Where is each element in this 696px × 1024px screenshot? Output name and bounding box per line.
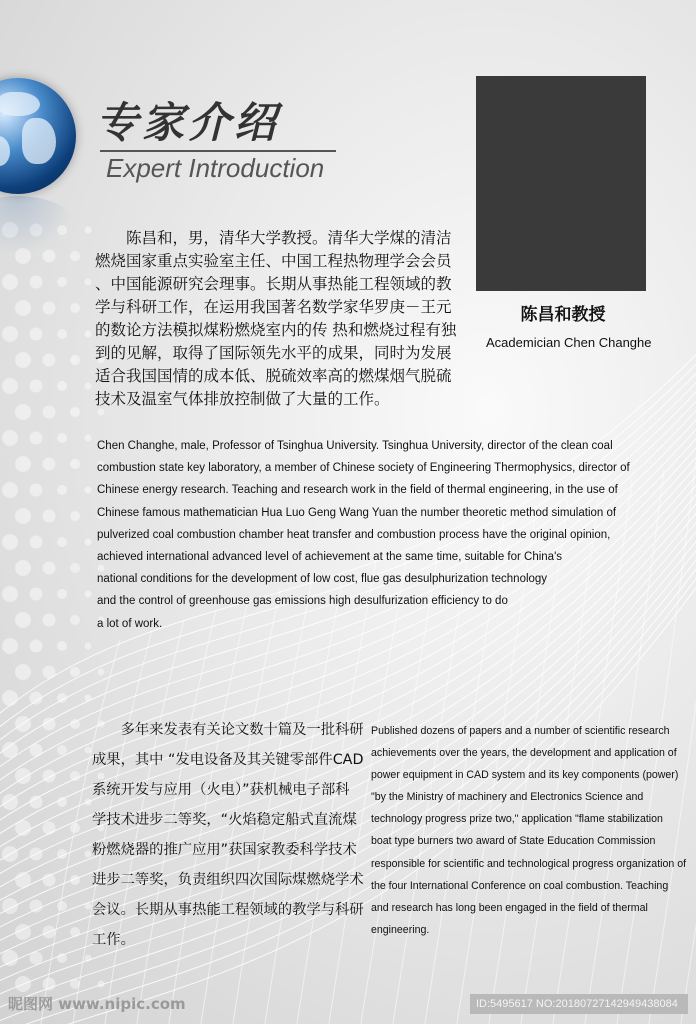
watermark-site: 昵图网 www.nipic.com — [8, 995, 186, 1013]
achievements-cn-line: 系统开发与应用（火电）”获机械电子部科 — [92, 782, 350, 798]
achievements-cn-line: 成果，其中 “发电设备及其关键零部件CAD — [92, 752, 364, 768]
bio-cn-line: 的数论方法模拟煤粉燃烧室内的传 热和燃烧过程有独 — [95, 321, 457, 339]
achievements-en-line: power equipment in CAD system and its key components (power) — [371, 769, 679, 781]
achievements-en-line: technology progress prize two," application "flame stabilization — [371, 813, 663, 825]
achievements-en-line: achievements over the years, the development and application of — [371, 747, 677, 759]
bio-cn-line: 适合我国国情的成本低、脱硫效率高的燃煤烟气脱硫 — [95, 367, 452, 385]
bio-en-line: combustion state key laboratory, a member of Chinese society of Engineering Thermophysics, director of — [97, 462, 630, 474]
achievements-en-line: and research has long been engaged in the field of thermal — [371, 902, 648, 914]
achievements-cn-line: 会议。长期从事热能工程领域的教学与科研 — [92, 902, 364, 918]
achievements-en-line: Published dozens of papers and a number of scientific research — [371, 725, 670, 737]
bio-en-line: and the control of greenhouse gas emissions high desulfurization efficiency to do — [97, 595, 508, 607]
bio-en-line: national conditions for the development of low cost, flue gas desulphurization technology — [97, 573, 548, 585]
page-title: 专家介绍 — [96, 98, 281, 147]
bio-cn-line: 陈昌和，男，清华大学教授。清华大学煤的清洁 — [95, 229, 452, 247]
bio-en-line: Chen Changhe, male, Professor of Tsinghua University. Tsinghua University, director of the clean coal — [97, 440, 613, 452]
bio-cn-line: 燃烧国家重点实验室主任、中国工程热物理学会会员 — [95, 252, 452, 270]
bio-en-line: pulverized coal combustion chamber heat transfer and combustion process have the original opinion, — [97, 529, 611, 541]
bio-cn-line: 技术及温室气体排放控制做了大量的工作。 — [95, 390, 390, 408]
bio-cn-line: 到的见解，取得了国际领先水平的成果，同时为发展 — [95, 344, 452, 362]
expert-name-cn: 陈昌和教授 — [520, 305, 606, 325]
achievements-en-line: the four International Conference on coal combustion. Teaching — [371, 880, 669, 892]
achievements-cn-line: 进步二等奖，负责组织四次国际煤燃烧学术 — [92, 872, 364, 888]
achievements-en-line: "by the Ministry of machinery and Electronics Science and — [371, 791, 644, 803]
expert-name-en: Academician Chen Changhe — [486, 335, 652, 350]
bio-cn-line: 学与科研工作，在运用我国著名数学家华罗庚－王元 — [95, 298, 452, 316]
bio-en-line: a lot of work. — [97, 618, 163, 630]
achievements-en-line: boat type burners two award of State Education Commission — [371, 835, 656, 847]
bio-en-line: Chinese famous mathematician Hua Luo Geng Wang Yuan the number theoretic method simulation of — [97, 507, 617, 519]
page-subtitle: Expert Introduction — [106, 153, 325, 183]
bio-en-line: Chinese energy research. Teaching and research work in the field of thermal engineering, in the use of — [97, 484, 618, 496]
portrait-photo — [476, 76, 646, 291]
achievements-en-line: responsible for scientific and technological progress organization of — [371, 858, 687, 870]
bio-cn-line: 、中国能源研究会理事。长期从事热能工程领域的教 — [95, 275, 452, 293]
achievements-cn-line: 多年来发表有关论文数十篇及一批科研 — [92, 722, 364, 738]
bio-en-line: achieved international advanced level of achievement at the same time, suitable for China's — [97, 551, 563, 563]
achievements-en-line: engineering. — [371, 924, 430, 936]
achievements-cn-line: 粉燃烧器的推广应用”获国家教委科学技术 — [92, 842, 357, 858]
achievements-cn-line: 学技术进步二等奖，“火焰稳定船式直流煤 — [92, 812, 357, 828]
watermark-id-bar: ID:5495617 NO:20180727142949438084 — [470, 994, 688, 1014]
achievements-cn-line: 工作。 — [92, 932, 135, 948]
